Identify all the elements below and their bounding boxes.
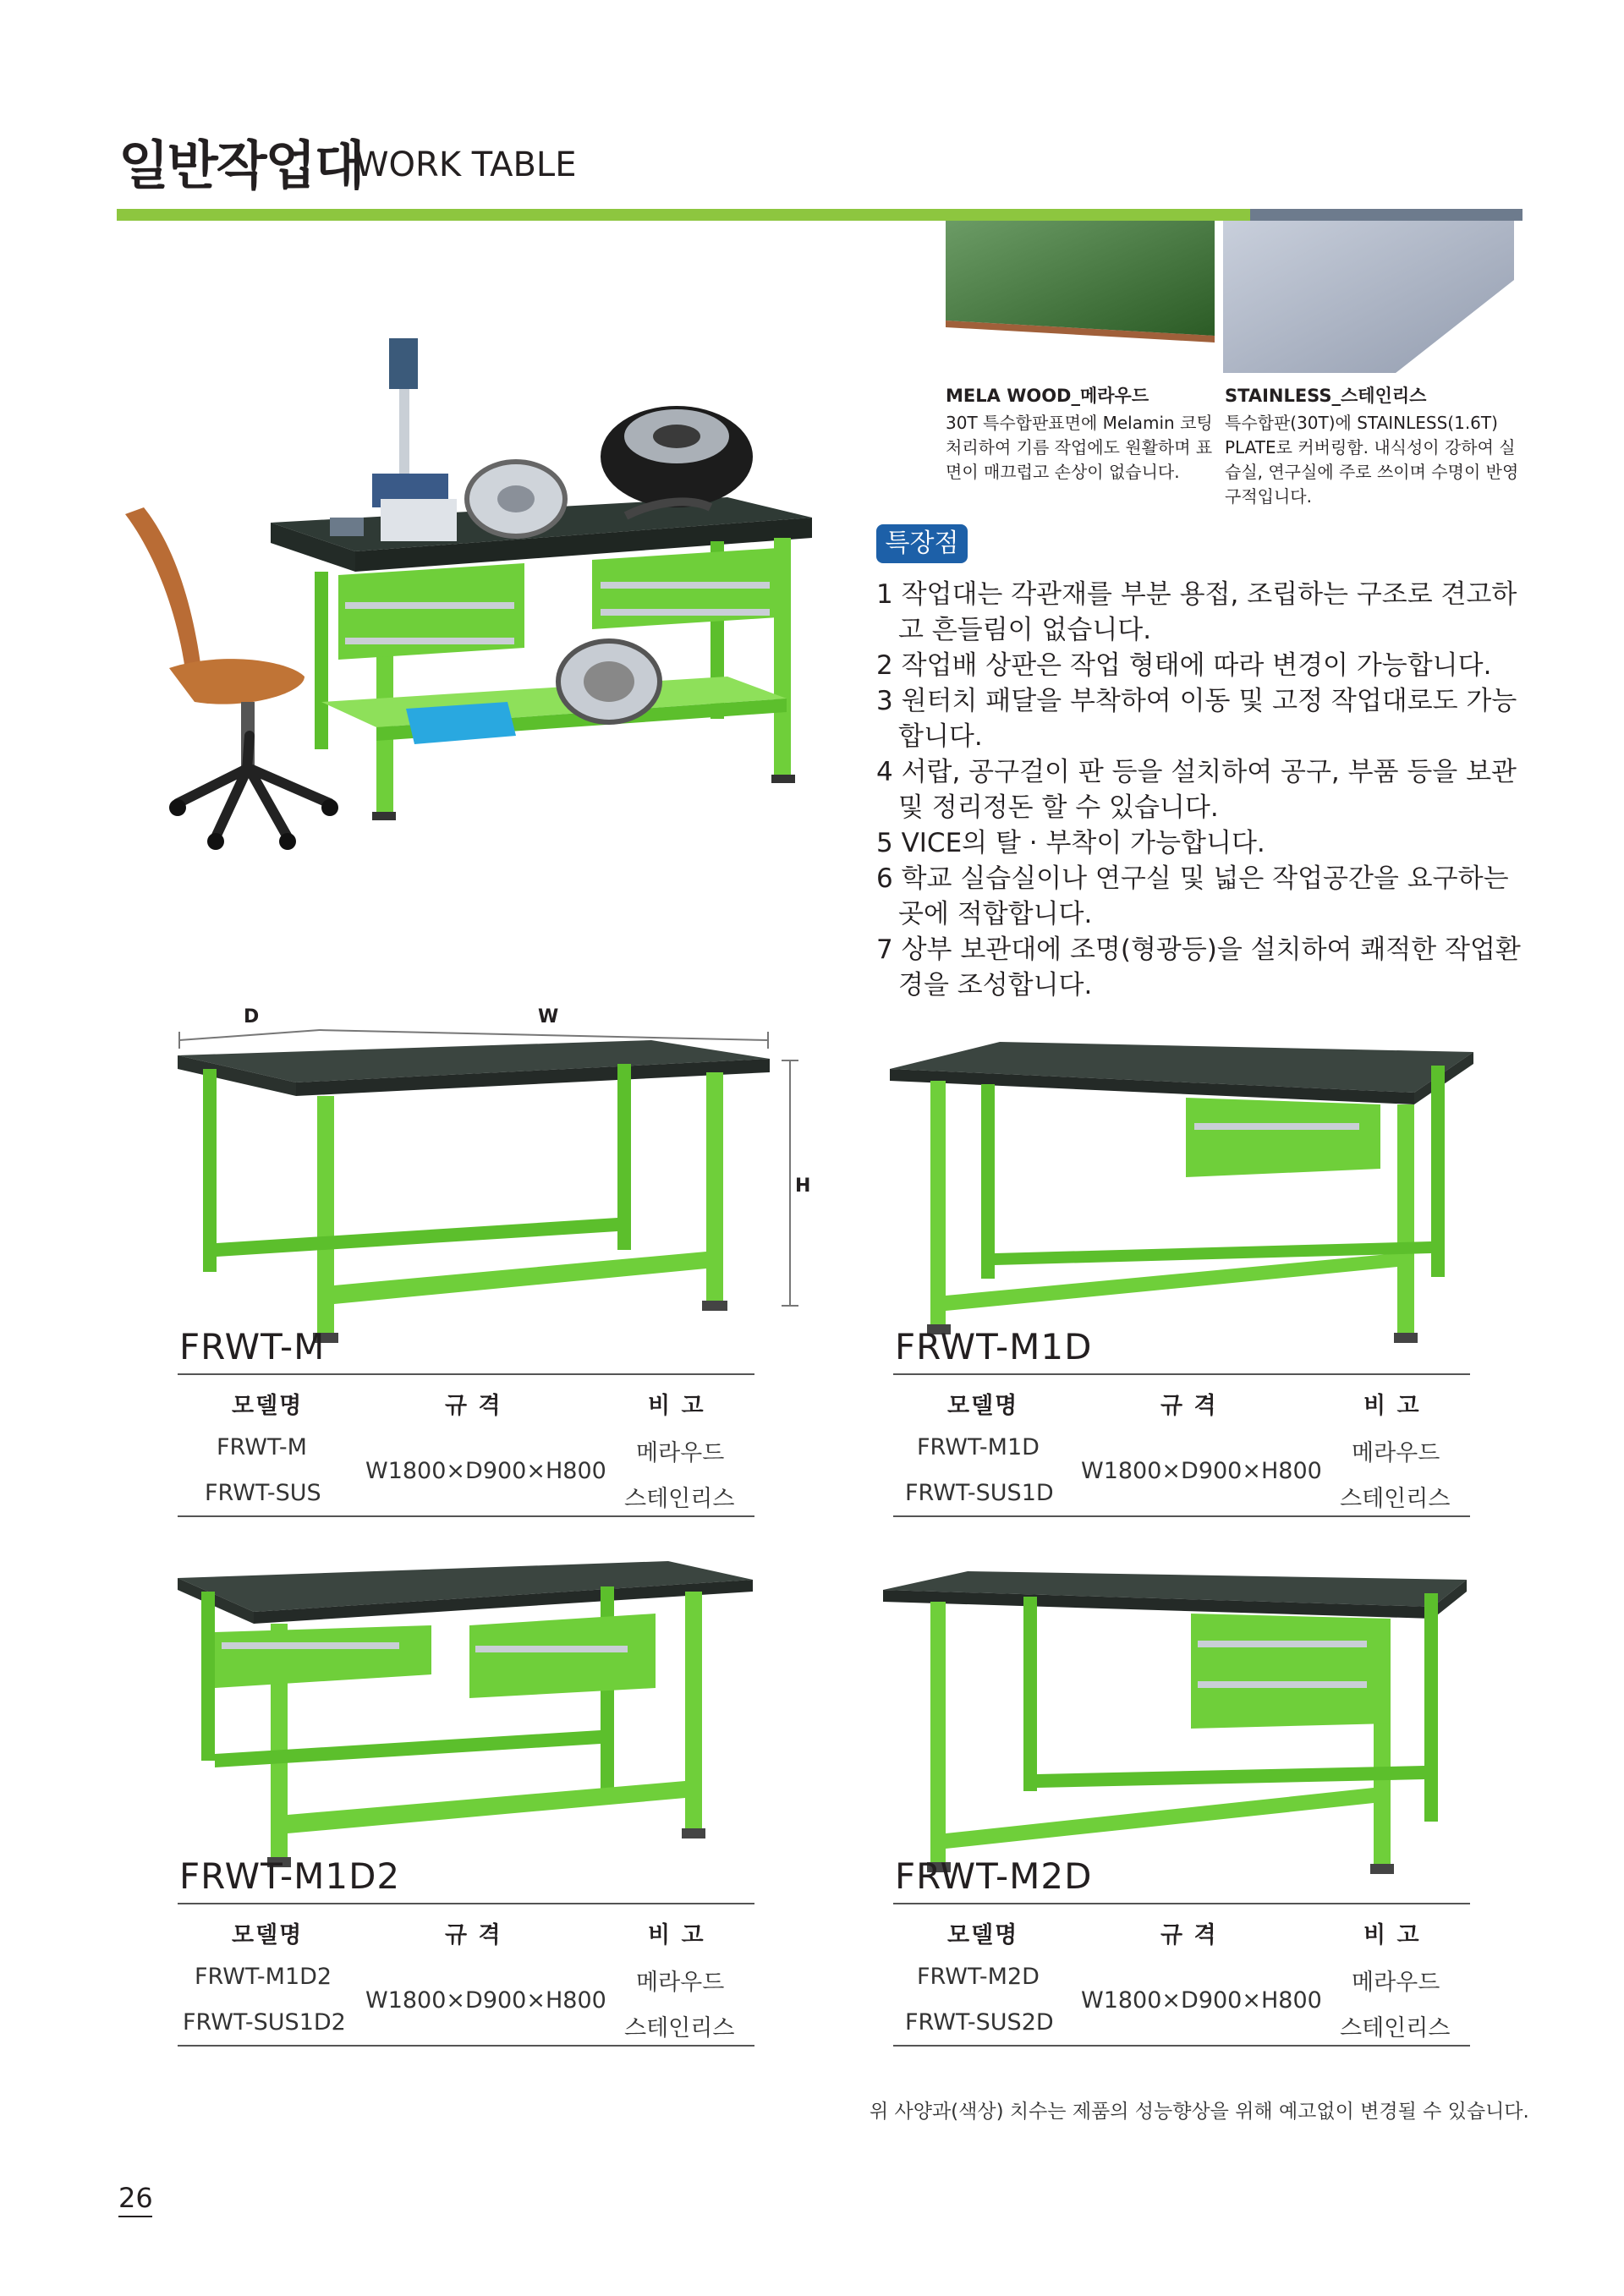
spec-model: FRWT-M2D: [917, 1964, 1040, 1990]
feature-item: 7 상부 보관대에 조명(형광등)을 설치하여 쾌적한 작업환경을 조성합니다.: [876, 934, 1521, 1000]
footer-disclaimer: 위 사양과(색상) 치수는 제품의 성능향상을 위해 예고없이 변경될 수 있습니다.: [870, 2101, 1529, 2123]
spec-header-note: 비 고: [1363, 1922, 1421, 1948]
spec-header-note: 비 고: [648, 1393, 705, 1419]
spec-header-note: 비 고: [1363, 1393, 1421, 1419]
product-title: FRWT-M: [179, 1326, 326, 1367]
spec-model: FRWT-M: [217, 1434, 307, 1460]
spec-table: [893, 1373, 1470, 1517]
spec-header-size: 규 격: [445, 1393, 502, 1419]
spec-model: FRWT-SUS: [205, 1480, 321, 1506]
product-image-frwt-m1d: [890, 1042, 1482, 1355]
feature-item: 1 작업대는 각관재를 부분 용접, 조립하는 구조로 견고하고 흔들림이 없습니다.: [876, 579, 1517, 645]
page-subtitle: WORK TABLE: [355, 145, 577, 184]
spec-header-model: 모델명: [947, 1393, 1019, 1419]
spec-note: 메라우드: [1352, 1440, 1440, 1466]
product-image-frwt-m2d: [883, 1571, 1475, 1884]
page-number: 26: [118, 2182, 153, 2214]
spec-size: W1800×D900×H800: [1081, 1458, 1322, 1484]
product-title: FRWT-M2D: [895, 1855, 1093, 1897]
spec-note: 스테인리스: [624, 1486, 735, 1512]
stainless-swatch: [1223, 221, 1514, 373]
page-title: 일반작업대: [118, 134, 364, 196]
mela-wood-desc: 30T 특수합판표면에 Melamin 코팅 처리하여 기름 작업에도 원활하며 표면이 매끄럽고 손상이 없습니다.: [946, 413, 1213, 482]
spec-table: [178, 1373, 754, 1517]
spec-size: W1800×D900×H800: [365, 1458, 606, 1484]
spec-header-size: 규 격: [445, 1922, 502, 1948]
spec-header-note: 비 고: [648, 1922, 705, 1948]
spec-model: FRWT-M1D2: [195, 1964, 332, 1990]
spec-table: [893, 1903, 1470, 2047]
chair-illustration: [125, 507, 338, 850]
spec-note: 스테인리스: [624, 2015, 735, 2041]
dimension-label-w: W: [538, 1006, 559, 1027]
spec-header-model: 모델명: [232, 1393, 304, 1419]
spec-header-model: 모델명: [232, 1922, 304, 1948]
features-list: [876, 577, 1528, 1003]
mela-wood-swatch: [946, 221, 1215, 342]
spec-header-size: 규 격: [1160, 1393, 1218, 1419]
spec-model: FRWT-M1D: [917, 1434, 1040, 1460]
features-badge: 특장점: [876, 524, 968, 563]
spec-header-size: 규 격: [1160, 1922, 1218, 1948]
feature-item: 4 서랍, 공구걸이 판 등을 설치하여 공구, 부품 등을 보관 및 정리정돈 할 수 있습니다.: [876, 757, 1517, 823]
mela-wood-label: MELA WOOD_메라우드: [946, 386, 1149, 406]
header-rule-gray: [1250, 209, 1522, 221]
header-rule-green: [117, 209, 1250, 221]
spec-table: [178, 1903, 754, 2047]
feature-item: 5 VICE의 탈 · 부착이 가능합니다.: [876, 828, 1265, 858]
stainless-label: STAINLESS_스테인리스: [1225, 386, 1427, 406]
spec-size: W1800×D900×H800: [1081, 1987, 1322, 2014]
spec-note: 메라우드: [1352, 1970, 1440, 1996]
spec-note: 메라우드: [636, 1440, 725, 1466]
feature-item: 6 학교 실습실이나 연구실 및 넓은 작업공간을 요구하는 곳에 적합합니다.: [876, 863, 1509, 929]
dimension-label-d: D: [244, 1006, 260, 1027]
product-image-frwt-m: [178, 1040, 770, 1353]
product-title: FRWT-M1D: [895, 1326, 1093, 1367]
spec-model: FRWT-SUS2D: [905, 2009, 1054, 2036]
spec-model: FRWT-SUS1D2: [183, 2009, 346, 2036]
spec-size: W1800×D900×H800: [365, 1987, 606, 2014]
spec-note: 스테인리스: [1340, 2015, 1451, 2041]
product-title: FRWT-M1D2: [179, 1855, 401, 1897]
feature-item: 2 작업배 상판은 작업 형태에 따라 변경이 가능합니다.: [876, 650, 1492, 681]
spec-note: 스테인리스: [1340, 1486, 1451, 1512]
spec-header-model: 모델명: [947, 1922, 1019, 1948]
feature-item: 3 원터치 패달을 부착하여 이동 및 고정 작업대로도 가능합니다.: [876, 686, 1517, 752]
material-swatches: [946, 221, 1529, 373]
page-number-rule: [118, 2216, 152, 2217]
stainless-desc: 특수합판(30T)에 STAINLESS(1.6T) PLATE로 커버링함. 내식성이 강하여 실습실, 연구실에 주로 쓰이며 수명이 반영구적입니다.: [1225, 413, 1519, 507]
hero-workbench-illustration: [118, 330, 863, 854]
dimension-label-h: H: [795, 1175, 811, 1197]
spec-note: 메라우드: [636, 1970, 725, 1996]
product-image-frwt-m1d2: [178, 1561, 770, 1874]
spec-model: FRWT-SUS1D: [905, 1480, 1054, 1506]
